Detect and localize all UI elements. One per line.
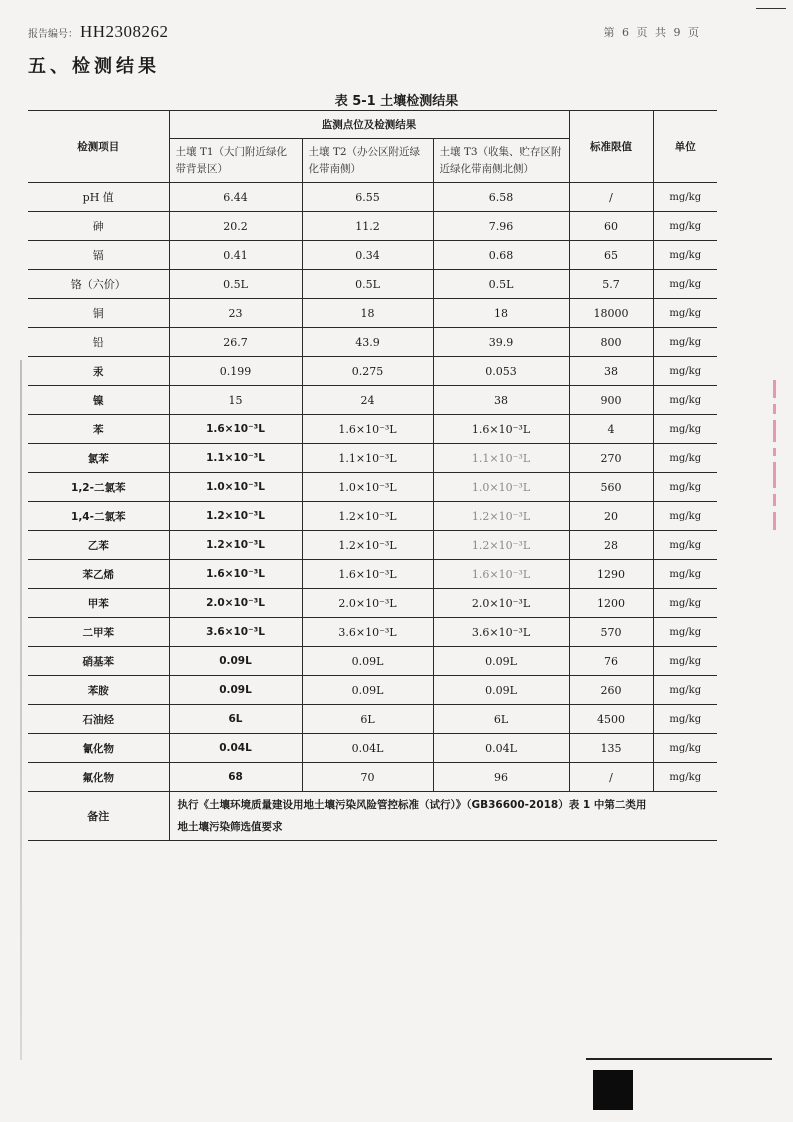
cell-t2: 6.55 — [302, 183, 433, 212]
cell-limit: 135 — [569, 734, 653, 763]
cell-t3: 3.6×10⁻³L — [433, 618, 569, 647]
cell-t3: 96 — [433, 763, 569, 792]
cell-item: 铅 — [28, 328, 169, 357]
table-row — [28, 763, 717, 792]
cell-t2: 1.2×10⁻³L — [302, 502, 433, 531]
cell-t3: 1.2×10⁻³L — [433, 531, 569, 560]
cell-t1: 1.0×10⁻³L — [169, 473, 302, 502]
corner-rule — [756, 8, 786, 9]
cell-t3: 1.6×10⁻³L — [433, 560, 569, 589]
cell-limit: 28 — [569, 531, 653, 560]
cell-t1: 26.7 — [169, 328, 302, 357]
cell-limit: / — [569, 183, 653, 212]
cell-t2: 1.2×10⁻³L — [302, 531, 433, 560]
cell-t2: 3.6×10⁻³L — [302, 618, 433, 647]
cell-unit: mg/kg — [653, 299, 717, 328]
table-row — [28, 270, 717, 299]
cell-unit: mg/kg — [653, 357, 717, 386]
cell-limit: 1200 — [569, 589, 653, 618]
cell-t1: 0.09L — [169, 676, 302, 705]
table-row — [28, 241, 717, 270]
cell-t1: 1.6×10⁻³L — [169, 415, 302, 444]
cell-t2: 18 — [302, 299, 433, 328]
footer-rule — [586, 1058, 772, 1060]
section-title: 五、检测结果 — [28, 56, 160, 77]
cell-item: 石油烃 — [28, 705, 169, 734]
header-group: 监测点位及检测结果 — [169, 111, 569, 139]
cell-t2: 6L — [302, 705, 433, 734]
cell-limit: 900 — [569, 386, 653, 415]
cell-t1: 23 — [169, 299, 302, 328]
cell-t2: 1.6×10⁻³L — [302, 560, 433, 589]
redaction-box — [593, 1070, 633, 1110]
note-label: 备注 — [28, 792, 169, 841]
cell-t2: 0.275 — [302, 357, 433, 386]
cell-item: 铜 — [28, 299, 169, 328]
cell-limit: 570 — [569, 618, 653, 647]
cell-limit: 560 — [569, 473, 653, 502]
table-row — [28, 299, 717, 328]
cell-unit: mg/kg — [653, 212, 717, 241]
cell-limit: 800 — [569, 328, 653, 357]
table-row — [28, 502, 717, 531]
cell-unit: mg/kg — [653, 473, 717, 502]
table-row — [28, 647, 717, 676]
cell-t3: 1.6×10⁻³L — [433, 415, 569, 444]
header-t1: 土壤 T1（大门附近绿化带背景区） — [169, 139, 302, 183]
cell-t2: 0.09L — [302, 647, 433, 676]
cell-limit: 38 — [569, 357, 653, 386]
cell-limit: 65 — [569, 241, 653, 270]
cell-item: 1,2-二氯苯 — [28, 473, 169, 502]
cell-item: 汞 — [28, 357, 169, 386]
cell-item: 镉 — [28, 241, 169, 270]
cell-t2: 11.2 — [302, 212, 433, 241]
soil-results-table — [28, 110, 717, 841]
cell-t3: 7.96 — [433, 212, 569, 241]
cell-t1: 68 — [169, 763, 302, 792]
header-item: 检测项目 — [28, 111, 169, 183]
table-row — [28, 183, 717, 212]
cell-unit: mg/kg — [653, 705, 717, 734]
cell-t2: 43.9 — [302, 328, 433, 357]
cell-t1: 0.199 — [169, 357, 302, 386]
report-number-label: 报告编号： — [28, 29, 78, 40]
page-number: 第 6 页 共 9 页 — [603, 26, 701, 39]
cell-t1: 6.44 — [169, 183, 302, 212]
cell-t1: 15 — [169, 386, 302, 415]
cell-t3: 0.68 — [433, 241, 569, 270]
cell-unit: mg/kg — [653, 328, 717, 357]
cell-t3: 1.1×10⁻³L — [433, 444, 569, 473]
cell-t3: 38 — [433, 386, 569, 415]
cell-unit: mg/kg — [653, 734, 717, 763]
cell-item: 甲苯 — [28, 589, 169, 618]
table-row — [28, 473, 717, 502]
cell-item: 氟化物 — [28, 763, 169, 792]
cell-t2: 0.04L — [302, 734, 433, 763]
cell-unit: mg/kg — [653, 183, 717, 212]
cell-unit: mg/kg — [653, 415, 717, 444]
cell-t2: 1.1×10⁻³L — [302, 444, 433, 473]
report-number-value: HH2308262 — [80, 22, 169, 41]
cell-item: 镍 — [28, 386, 169, 415]
note-text-part2: 地土壤污染筛选值要求 — [177, 821, 283, 833]
table-body — [28, 183, 717, 792]
cell-item: 1,4-二氯苯 — [28, 502, 169, 531]
cell-unit: mg/kg — [653, 270, 717, 299]
cell-t3: 0.09L — [433, 647, 569, 676]
cell-limit: 260 — [569, 676, 653, 705]
cell-unit: mg/kg — [653, 560, 717, 589]
table-row — [28, 589, 717, 618]
cell-t1: 1.6×10⁻³L — [169, 560, 302, 589]
cell-t1: 1.1×10⁻³L — [169, 444, 302, 473]
cell-item: 苯胺 — [28, 676, 169, 705]
report-number — [28, 22, 169, 42]
table-row — [28, 328, 717, 357]
cell-t1: 1.2×10⁻³L — [169, 531, 302, 560]
cell-t2: 0.34 — [302, 241, 433, 270]
table-title: 表 5-1 土壤检测结果 — [334, 94, 459, 109]
cell-item: 苯乙烯 — [28, 560, 169, 589]
cell-limit: / — [569, 763, 653, 792]
cell-limit: 1290 — [569, 560, 653, 589]
cell-t3: 0.09L — [433, 676, 569, 705]
cell-limit: 5.7 — [569, 270, 653, 299]
cell-t1: 2.0×10⁻³L — [169, 589, 302, 618]
cell-t2: 24 — [302, 386, 433, 415]
cell-t2: 70 — [302, 763, 433, 792]
table-header-row — [28, 111, 717, 139]
cell-t1: 3.6×10⁻³L — [169, 618, 302, 647]
cell-limit: 4500 — [569, 705, 653, 734]
table-row — [28, 618, 717, 647]
cell-t3: 0.5L — [433, 270, 569, 299]
cell-limit: 60 — [569, 212, 653, 241]
cell-unit: mg/kg — [653, 763, 717, 792]
table-row — [28, 415, 717, 444]
cell-t3: 1.2×10⁻³L — [433, 502, 569, 531]
cell-unit: mg/kg — [653, 531, 717, 560]
cell-limit: 270 — [569, 444, 653, 473]
cell-unit: mg/kg — [653, 647, 717, 676]
cell-item: 氰化物 — [28, 734, 169, 763]
cell-item: 硝基苯 — [28, 647, 169, 676]
cell-t3: 2.0×10⁻³L — [433, 589, 569, 618]
cell-t1: 0.09L — [169, 647, 302, 676]
cell-t3: 39.9 — [433, 328, 569, 357]
cell-t3: 6L — [433, 705, 569, 734]
cell-t3: 1.0×10⁻³L — [433, 473, 569, 502]
table-row — [28, 444, 717, 473]
note-row — [28, 792, 717, 841]
cell-unit: mg/kg — [653, 589, 717, 618]
cell-t2: 2.0×10⁻³L — [302, 589, 433, 618]
cell-unit: mg/kg — [653, 241, 717, 270]
cell-item: 二甲苯 — [28, 618, 169, 647]
cell-item: pH 值 — [28, 183, 169, 212]
table-row — [28, 676, 717, 705]
cell-t2: 1.0×10⁻³L — [302, 473, 433, 502]
seal-stamp-edge — [768, 380, 782, 530]
cell-t1: 20.2 — [169, 212, 302, 241]
cell-unit: mg/kg — [653, 502, 717, 531]
cell-unit: mg/kg — [653, 444, 717, 473]
cell-limit: 20 — [569, 502, 653, 531]
cell-t3: 18 — [433, 299, 569, 328]
table-row — [28, 560, 717, 589]
header-limit: 标准限值 — [569, 111, 653, 183]
cell-item: 铬（六价） — [28, 270, 169, 299]
cell-t3: 6.58 — [433, 183, 569, 212]
cell-t3: 0.04L — [433, 734, 569, 763]
cell-t1: 0.5L — [169, 270, 302, 299]
cell-item: 苯 — [28, 415, 169, 444]
cell-item: 砷 — [28, 212, 169, 241]
cell-t2: 1.6×10⁻³L — [302, 415, 433, 444]
cell-t1: 0.04L — [169, 734, 302, 763]
note-text — [169, 792, 717, 841]
cell-t2: 0.09L — [302, 676, 433, 705]
cell-item: 氯苯 — [28, 444, 169, 473]
note-text-part1: 执行《土壤环境质量建设用地土壤污染风险管控标准（试行）》（GB36600-2018）表 1 中第二类用 — [177, 799, 647, 811]
header-t2: 土壤 T2（办公区附近绿化带南侧） — [302, 139, 433, 183]
cell-item: 乙苯 — [28, 531, 169, 560]
cell-t3: 0.053 — [433, 357, 569, 386]
table-row — [28, 357, 717, 386]
cell-limit: 76 — [569, 647, 653, 676]
header-t3: 土壤 T3（收集、贮存区附近绿化带南侧北侧） — [433, 139, 569, 183]
cell-unit: mg/kg — [653, 618, 717, 647]
cell-t1: 1.2×10⁻³L — [169, 502, 302, 531]
table-row — [28, 705, 717, 734]
cell-unit: mg/kg — [653, 676, 717, 705]
table-row — [28, 386, 717, 415]
scan-edge-shadow — [20, 360, 22, 1060]
table-row — [28, 734, 717, 763]
table-row — [28, 212, 717, 241]
header-unit: 单位 — [653, 111, 717, 183]
cell-limit: 18000 — [569, 299, 653, 328]
cell-limit: 4 — [569, 415, 653, 444]
table-row — [28, 531, 717, 560]
cell-t2: 0.5L — [302, 270, 433, 299]
cell-t1: 0.41 — [169, 241, 302, 270]
cell-t1: 6L — [169, 705, 302, 734]
cell-unit: mg/kg — [653, 386, 717, 415]
